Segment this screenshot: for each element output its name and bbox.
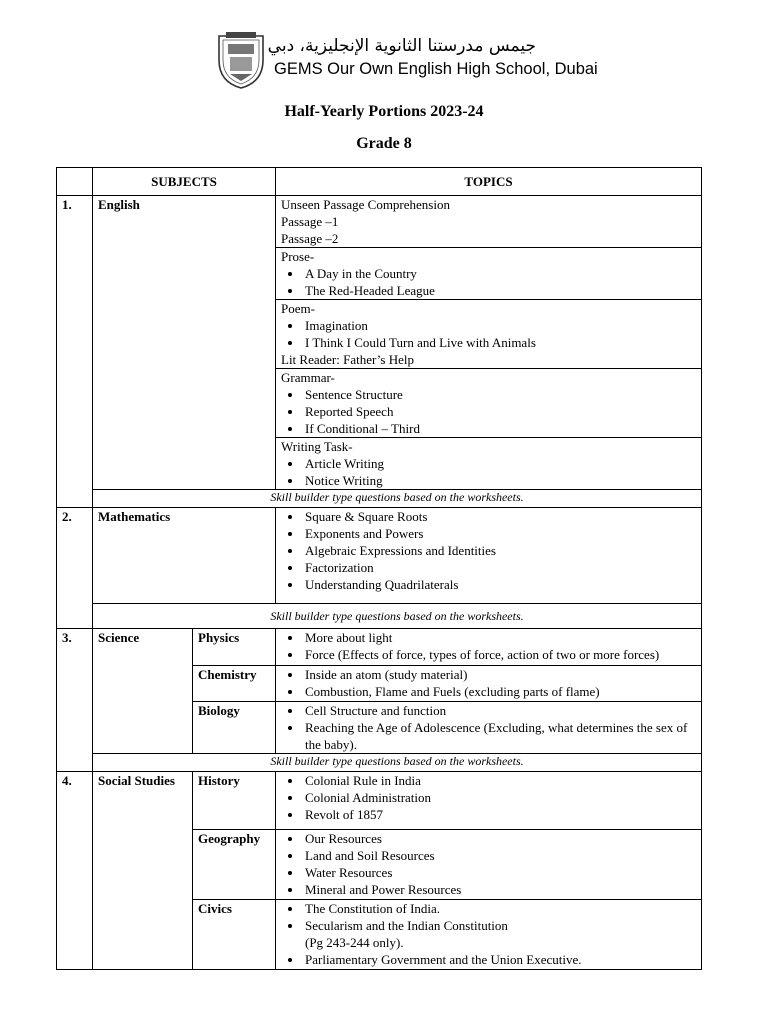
writing-item: • Article Writing (303, 455, 696, 472)
english-row-unseen (57, 196, 702, 248)
english-number: 1. (57, 196, 93, 508)
topics-column-header: TOPICS (276, 168, 702, 196)
maths-number: 2. (57, 508, 93, 629)
geography-label: Geography (193, 830, 276, 900)
biology-topic: • Reaching the Age of Adolescence (Excluding, what determines the sex of the baby). (303, 719, 696, 753)
geography-topics-cell (276, 830, 702, 900)
unseen-passage-1: Passage –1 (281, 214, 339, 229)
civics-label: Civics (193, 900, 276, 970)
maths-topic: • Understanding Quadrilaterals (303, 576, 696, 593)
physics-topics-cell (276, 629, 702, 666)
civics-topics-cell (276, 900, 702, 970)
prose-heading: Prose- (281, 249, 315, 264)
geography-topic: • Mineral and Power Resources (303, 881, 696, 898)
history-label: History (193, 772, 276, 830)
maths-topics-cell (276, 508, 702, 604)
civics-topic: • Parliamentary Government and the Union Executive. (303, 951, 696, 968)
english-subject: English (93, 196, 276, 490)
biology-topics-cell (276, 702, 702, 754)
chemistry-topic: • Combustion, Flame and Fuels (excluding parts of flame) (303, 683, 696, 700)
social-subject: Social Studies (93, 772, 193, 970)
chemistry-label: Chemistry (193, 666, 276, 702)
civics-topic: • The Constitution of India. (303, 900, 696, 917)
english-poem-cell (276, 300, 702, 369)
maths-topic: • Square & Square Roots (303, 508, 696, 525)
science-skill-note: Skill builder type questions based on the worksheets. (93, 754, 702, 772)
history-topic: • Colonial Rule in India (303, 772, 696, 789)
science-physics-row (57, 629, 702, 666)
maths-topic: • Factorization (303, 559, 696, 576)
history-topic: • Revolt of 1857 (303, 806, 696, 823)
english-grammar-cell (276, 369, 702, 438)
civics-topic-text: Secularism and the Indian Constitution (305, 918, 508, 933)
chemistry-topics-cell (276, 666, 702, 702)
school-name-english: GEMS Our Own English High School, Dubai (274, 60, 598, 78)
writing-item: • Notice Writing (303, 472, 696, 489)
science-skill-row (57, 754, 702, 772)
physics-topic: • More about light (303, 629, 696, 646)
physics-topic: • Force (Effects of force, types of force, action of two or more forces) (303, 646, 696, 663)
table-header-row (57, 168, 702, 196)
prose-item: • The Red-Headed League (303, 282, 696, 299)
biology-topic: • Cell Structure and function (303, 702, 696, 719)
header-blank-cell (57, 168, 93, 196)
subjects-column-header: SUBJECTS (93, 168, 276, 196)
english-unseen-cell (276, 196, 702, 248)
geography-topic: • Our Resources (303, 830, 696, 847)
maths-topic: • Exponents and Powers (303, 525, 696, 542)
page-header (0, 0, 768, 100)
grade-heading: Grade 8 (356, 135, 412, 152)
prose-item: • A Day in the Country (303, 265, 696, 282)
school-crest-logo (216, 30, 266, 90)
poem-heading: Poem- (281, 301, 315, 316)
grammar-heading: Grammar- (281, 370, 335, 385)
geography-topic: • Land and Soil Resources (303, 847, 696, 864)
english-skill-row (57, 490, 702, 508)
history-topics-cell (276, 772, 702, 830)
geography-topic: • Water Resources (303, 864, 696, 881)
chemistry-topic: • Inside an atom (study material) (303, 666, 696, 683)
maths-subject: Mathematics (93, 508, 276, 604)
maths-row (57, 508, 702, 604)
science-subject: Science (93, 629, 193, 754)
english-prose-cell (276, 248, 702, 300)
english-skill-note: Skill builder type questions based on the worksheets. (93, 490, 702, 508)
poem-item: • I Think I Could Turn and Live with Animals (303, 334, 696, 351)
maths-skill-note: Skill builder type questions based on the worksheets. (93, 604, 702, 629)
lit-reader: Lit Reader: Father’s Help (281, 352, 414, 367)
social-number: 4. (57, 772, 93, 970)
document-title: Half-Yearly Portions 2023-24 (284, 103, 484, 120)
poem-item: • Imagination (303, 317, 696, 334)
physics-label: Physics (193, 629, 276, 666)
english-writing-cell (276, 438, 702, 490)
grammar-item: • Reported Speech (303, 403, 696, 420)
social-history-row (57, 772, 702, 830)
grammar-item: • If Conditional – Third (303, 420, 696, 437)
unseen-passage-2: Passage –2 (281, 231, 339, 246)
biology-label: Biology (193, 702, 276, 754)
science-number: 3. (57, 629, 93, 772)
maths-topic: • Algebraic Expressions and Identities (303, 542, 696, 559)
writing-heading: Writing Task- (281, 439, 353, 454)
unseen-heading: Unseen Passage Comprehension (281, 197, 450, 212)
civics-topic-note: (Pg 243-244 only). (305, 935, 404, 950)
portions-table (56, 167, 702, 970)
maths-skill-row (57, 604, 702, 629)
history-topic: • Colonial Administration (303, 789, 696, 806)
civics-topic (303, 917, 696, 951)
grammar-item: • Sentence Structure (303, 386, 696, 403)
school-name-arabic: جيمس مدرستنا الثانوية الإنجليزية، دبي (267, 36, 536, 56)
